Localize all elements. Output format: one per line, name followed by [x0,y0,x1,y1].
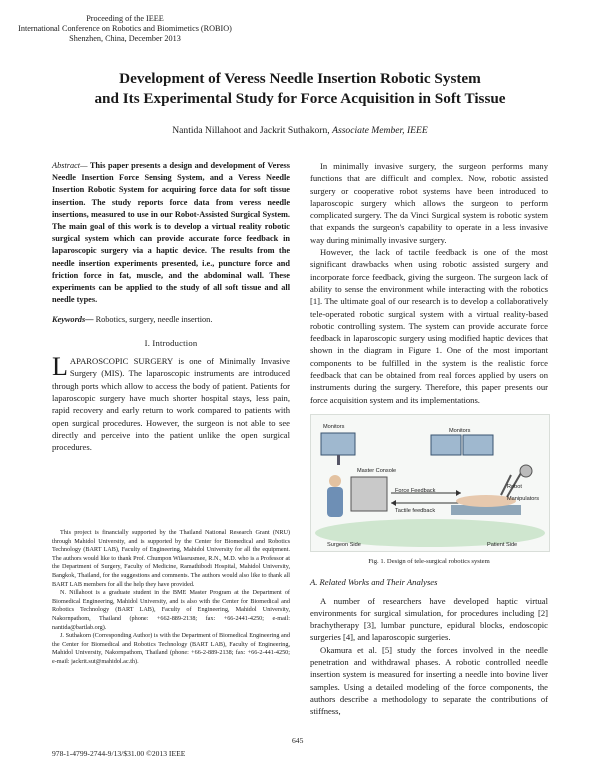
title-line-1: Development of Veress Needle Insertion Robotic System [119,70,481,87]
section-heading-introduction: I. Introduction [144,337,198,348]
header-line-2: International Conference on Robotics and Biomimetics (ROBIO) [18,24,232,33]
right-paragraph-2: However, the lack of tactile feedback is one of the most significant drawbacks when using robotic assisted surgery and incorporate force feedback, giving the surgeon. The surgeon lack of ability to sense the environment while interacting with the robotics [1]. The ultimate goal of our research is to develop a collaboratively tele-operated robotic surgical system with a virtual reality-based robotic controlling system. The system can provide accurate force feedback in laparoscopic surgery using modified haptic devices that shown in the diagram in Figure 1. One of the most important components to be fulfilled in the system is the realistic force feedback that can be obtained from real forces applied by users on instruments during the surgery. Therefore, this paper presents our force acquisition system and its implementations. [310,247,548,405]
drop-cap: L [52,352,68,382]
title-line-2: and Its Experimental Study for Force Acquisition in Soft Tissue [94,90,506,107]
author-role: Associate Member, IEEE [332,125,428,136]
label-patient-side: Patient Side [487,541,518,548]
header-line-3: Shenzhen, China, December 2013 [69,34,181,43]
label-monitors-left: Monitors [323,423,345,430]
conference-header [0,14,250,44]
label-tactile-feedback: Tactile feedback [395,507,436,514]
label-master-console: Master Console [357,467,397,474]
authors-line [40,125,560,136]
monitor-icon [463,435,493,455]
surgeon-body [327,487,343,517]
surgeon-head [329,475,341,487]
right-paragraph-4: Okamura et al. [5] study the forces involved in the needle penetration and withdrawal phases. A robotic controlled needle insertion system is measured for inserting a needle into bovine liver samples. Using a detailed modeling of the force components, the authors describe a methodology to separate the contributions of stiffness, [310,644,548,717]
isbn-footer: 978-1-4799-2744-9/13/$31.00 ©2013 IEEE [52,749,186,758]
label-robot-manipulators: Robot Manipulators [507,483,540,503]
right-paragraph-1: In minimally invasive surgery, the surgeon performs many functions that are difficult and complex. Now, robotic assisted surgery or cooperative robot systems have been introduced to laparoscopic surgery which allows the surgeon to perform complicated surgery. The da Vinci Surgical system is robotic system that expands the surgeon's capability to operate in a less invasive way during minimally invasive surgery. [310,161,548,245]
footnotes [52,529,290,667]
keywords-label: Keywords— [52,315,94,325]
subsection-heading: A. Related Works and Their Analyses [310,577,438,588]
label-surgeon-side: Surgeon Side [327,541,361,548]
abstract-label: Abstract— [52,161,88,170]
keywords-text: Robotics, surgery, needle insertion. [93,315,213,325]
right-column [310,160,548,718]
monitor-icon [321,433,355,455]
label-monitors-right: Monitors [449,427,471,434]
intro-paragraph [52,352,290,453]
master-console-shape [351,477,387,511]
intro-text: APAROSCOPIC SURGERY is one of Minimally Invasive Surgery (MIS). The laparoscopic instruments are introduced through ports which allow to access the body of patient. Patients for laparoscopic surgery have much shorter hospital stays, less pain, rapid recovery and early return to work compared to patients with open surgical procedures. However, the surgeon is not able to see directly and perceive into the patient unlike the open surgical procedures. [52,356,290,453]
author-names: Nantida Nillahoot and Jackrit Suthakorn, [172,125,333,136]
footnote-funding: This project is financially supported by the Thailand National Research Grant (NRU) through Mahidol University, and is supported by the Center for Biomedical and Robotics Technology (BART LAB), Faculty of Engineering, Mahidol University for all the equipment. The authors would like to thank Prof. Chumpon Wilasrusmee, R.N., M.D. who is a Professor at the Department of Surgery, Faculty of Medicine, Ramathibodi Hospital, Mahidol University, Bangkok, Thailand, for the suggestions and comments. The authors would also like to thank all BART LAB members for all the help they have provided. [52,529,290,588]
page-number: 645 [292,736,304,745]
figure-1 [310,414,550,552]
right-paragraph-3: A number of researchers have developed haptic virtual environments for surgical simulation, for procedures including [2] brachytherapy [3], lumbar puncture, epidural blocks, endoscopic surgeries [4], and laparoscopic surgeries. [310,595,548,643]
figure-1-caption: Fig. 1. Design of tele-surgical robotics system [368,557,490,565]
monitor-icon [431,435,461,455]
header-line-1: Proceeding of the IEEE [86,14,164,23]
left-column [52,160,290,453]
label-force-feedback: Force Feedback [395,487,436,494]
abstract [52,160,290,306]
footnote-author-2: J. Suthakorn (Corresponding Author) is with the Department of Biomedical Engineering and the Center for Biomedical and Robotics Technology (BART LAB), Faculty of Engineering, Mahidol University, Nakornpathom, Thailand (phone: +66-2-889-2138; fax: +66-2-441-4250; e-mail: jackrit.sut@mahidol.ac.th). [52,632,290,665]
keywords [52,314,290,326]
footnote-author-1: N. Nillahoot is a graduate student in the BME Master Program at the Department of Biomedical Engineering, Mahidol University, and is also with the Center for Biomedical and Robotics Technology (BART LAB), Faculty of Engineering, Mahidol University, Nakornpathom, Thailand (phone: +662-889-2138; fax: +66-2441-4250; e-mail: nantida@bartlab.org). [52,589,290,631]
abstract-text: This paper presents a design and development of Veress Needle Insertion Force Sensing System, and a Veress Needle Insertion Robotic System for acquiring force data for soft tissue insertion. The study reports force data from veress needle insertions, measured to use in our Robot-Assisted Surgical System. The main goal of this work is to develop a virtual reality robotic surgical system which can provide accurate force feedback in laparoscopic surgery via a haptic device. The results from the needle insertion experiments presented, i.e., puncture force and friction force in fat, muscle, and the abdominal wall. These experiments can be applied to the study of all soft tissue and all needle types. [52,161,290,305]
paper-title [40,69,560,109]
